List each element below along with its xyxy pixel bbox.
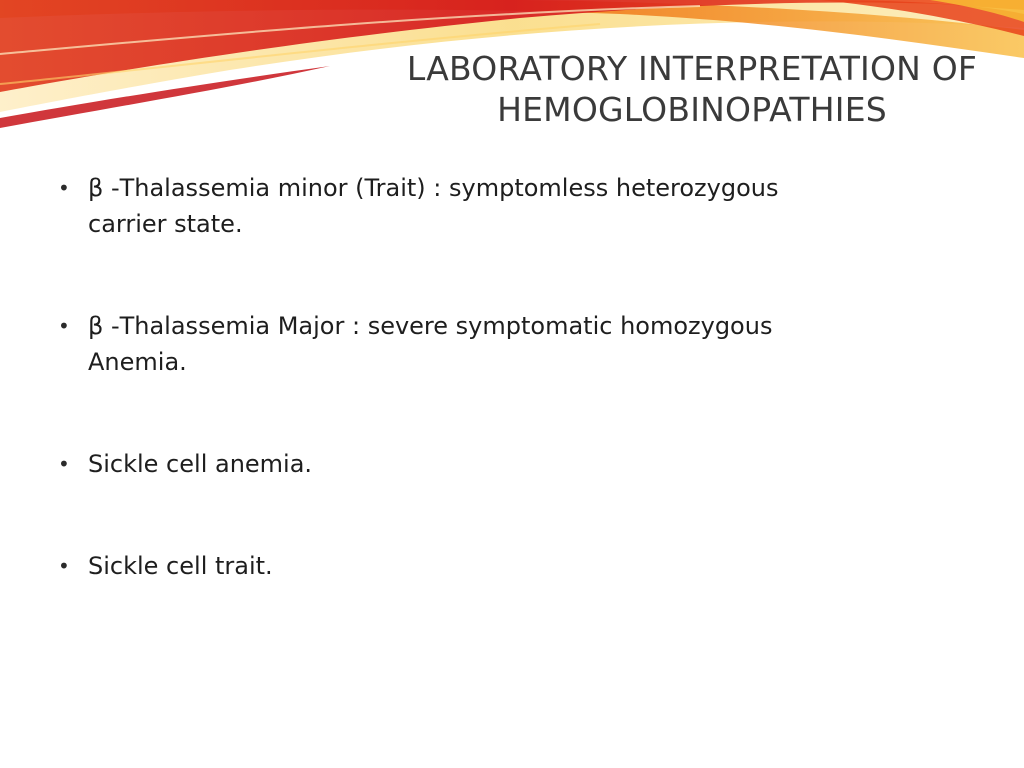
title-line-1: LABORATORY INTERPRETATION OF	[406, 49, 978, 88]
slide-title	[362, 48, 1022, 130]
bullet-text-line1: Sickle cell trait.	[88, 552, 273, 580]
bullet-item-sickle-cell-anemia	[58, 446, 958, 482]
bullet-text-line1: Sickle cell anemia.	[88, 450, 313, 478]
bullet-list	[58, 170, 958, 584]
bullet-text-line2: Anemia.	[88, 348, 187, 376]
bullet-item-thalassemia-minor	[58, 170, 958, 242]
bullet-text-line1: β -Thalassemia Major : severe symptomatic homozygous	[88, 312, 773, 340]
bullet-dot-icon: •	[58, 554, 70, 578]
bullet-dot-icon: •	[58, 176, 70, 200]
bullet-dot-icon: •	[58, 314, 70, 338]
bullet-text-line1: β -Thalassemia minor (Trait) : symptomless heterozygous	[88, 174, 779, 202]
title-line-2: HEMOGLOBINOPATHIES	[497, 90, 887, 129]
bullet-item-sickle-cell-trait	[58, 548, 958, 584]
bullet-dot-icon: •	[58, 452, 70, 476]
bullet-text-line2: carrier state.	[88, 210, 243, 238]
bullet-item-thalassemia-major	[58, 308, 958, 380]
